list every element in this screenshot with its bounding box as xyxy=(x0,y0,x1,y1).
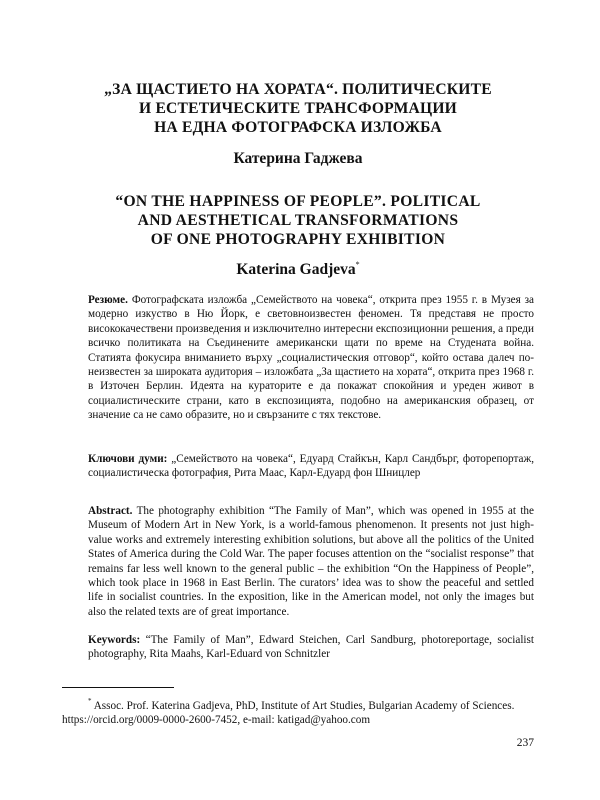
author-english xyxy=(62,260,534,279)
title-en-line-3: OF ONE PHOTOGRAPHY EXHIBITION xyxy=(150,231,446,248)
keywords-english xyxy=(88,633,534,662)
summary-text: Фотографската изложба „Семейството на човека“, открита през 1955 г. в Музея за модерно изкуство в Ню Йорк, е световноизвестен феномен. Тя представя не просто висококачествени произведения и изключително интересни експозиционни решения, а преди всичко политиката на Съединените американски щати по време на Студената война. Статията фокусира вниманието върху „социалистическия отговор“, който остава далеч по-неизвестен за широката аудитория – изложбата „За щастието на хората“, открита през 1968 г. в Източен Берлин. Идеята на кураторите е да покажат спокойния и уреден живот в социалистическите страни, като в експозицията, подобно на американския образец, от значение са не само образите, но и свързаните с тях текстове. xyxy=(88,294,535,422)
title-bg-line-1: „ЗА ЩАСТИЕТО НА ХОРАТА“. ПОЛИТИЧЕСКИТЕ xyxy=(104,81,492,98)
author-en-name: Katerina Gadjeva xyxy=(236,261,356,278)
summary-bulgarian xyxy=(88,293,534,423)
title-bg-line-2: И ЕСТЕТИЧЕСКИТЕ ТРАНСФОРМАЦИИ xyxy=(139,100,457,117)
page-number: 237 xyxy=(516,737,534,749)
keywords-bg-label: Ключови думи: xyxy=(88,453,168,465)
summary-label: Резюме. xyxy=(88,294,128,306)
keywords-en-label: Keywords: xyxy=(88,634,141,646)
abstract-label: Abstract. xyxy=(88,505,133,517)
author-bulgarian: Катерина Гаджева xyxy=(233,150,363,167)
keywords-bulgarian xyxy=(88,452,534,481)
footnote-mark: * xyxy=(88,697,92,705)
abstract-text: The photography exhibition “The Family of Man”, which was opened in 1955 at the Museum of Modern Art in New York, is a world-famous phenomenon. It presents not just high-value works and extremely interesting exhibition solutions, but above all the politics of the United States of America during the Cold War. The paper focuses attention on the “socialist response” that remains far less well known to the general public – the exhibition “On the Happiness of People”, which took place in 1968 in East Berlin. The curators’ idea was to show the peaceful and settled life in socialist countries. In the exposition, like in the American model, not only the images but also the related texts are of great importance. xyxy=(88,505,534,618)
keywords-bg-text: „Семейството на човека“, Едуард Стайкън, Карл Сандбърг, фоторепортаж, социалистическа фотография, Рита Маас, Карл-Едуард фон Шницлер xyxy=(88,453,534,480)
abstract-english xyxy=(88,504,534,619)
title-bulgarian xyxy=(62,80,534,137)
title-en-line-2: AND AESTHETICAL TRANSFORMATIONS xyxy=(137,212,459,229)
footnote-text: Assoc. Prof. Katerina Gadjeva, PhD, Institute of Art Studies, Bulgarian Academy of Sciences. https://orcid.org/0009-0000-2600-7452, e-mail: katigad@yahoo.com xyxy=(62,700,515,727)
footnote-divider xyxy=(62,687,174,688)
footnote xyxy=(62,694,534,728)
title-english xyxy=(62,192,534,249)
title-bg-line-3: НА ЕДНА ФОТОГРАФСКА ИЗЛОЖБА xyxy=(154,119,442,136)
author-footnote-mark: * xyxy=(355,260,360,269)
keywords-en-text: “The Family of Man”, Edward Steichen, Carl Sandburg, photoreportage, socialist photography, Rita Maahs, Karl-Eduard von Schnitzler xyxy=(88,634,535,661)
title-en-line-1: “ON THE HAPPINESS OF PEOPLE”. POLITICAL xyxy=(115,193,481,210)
